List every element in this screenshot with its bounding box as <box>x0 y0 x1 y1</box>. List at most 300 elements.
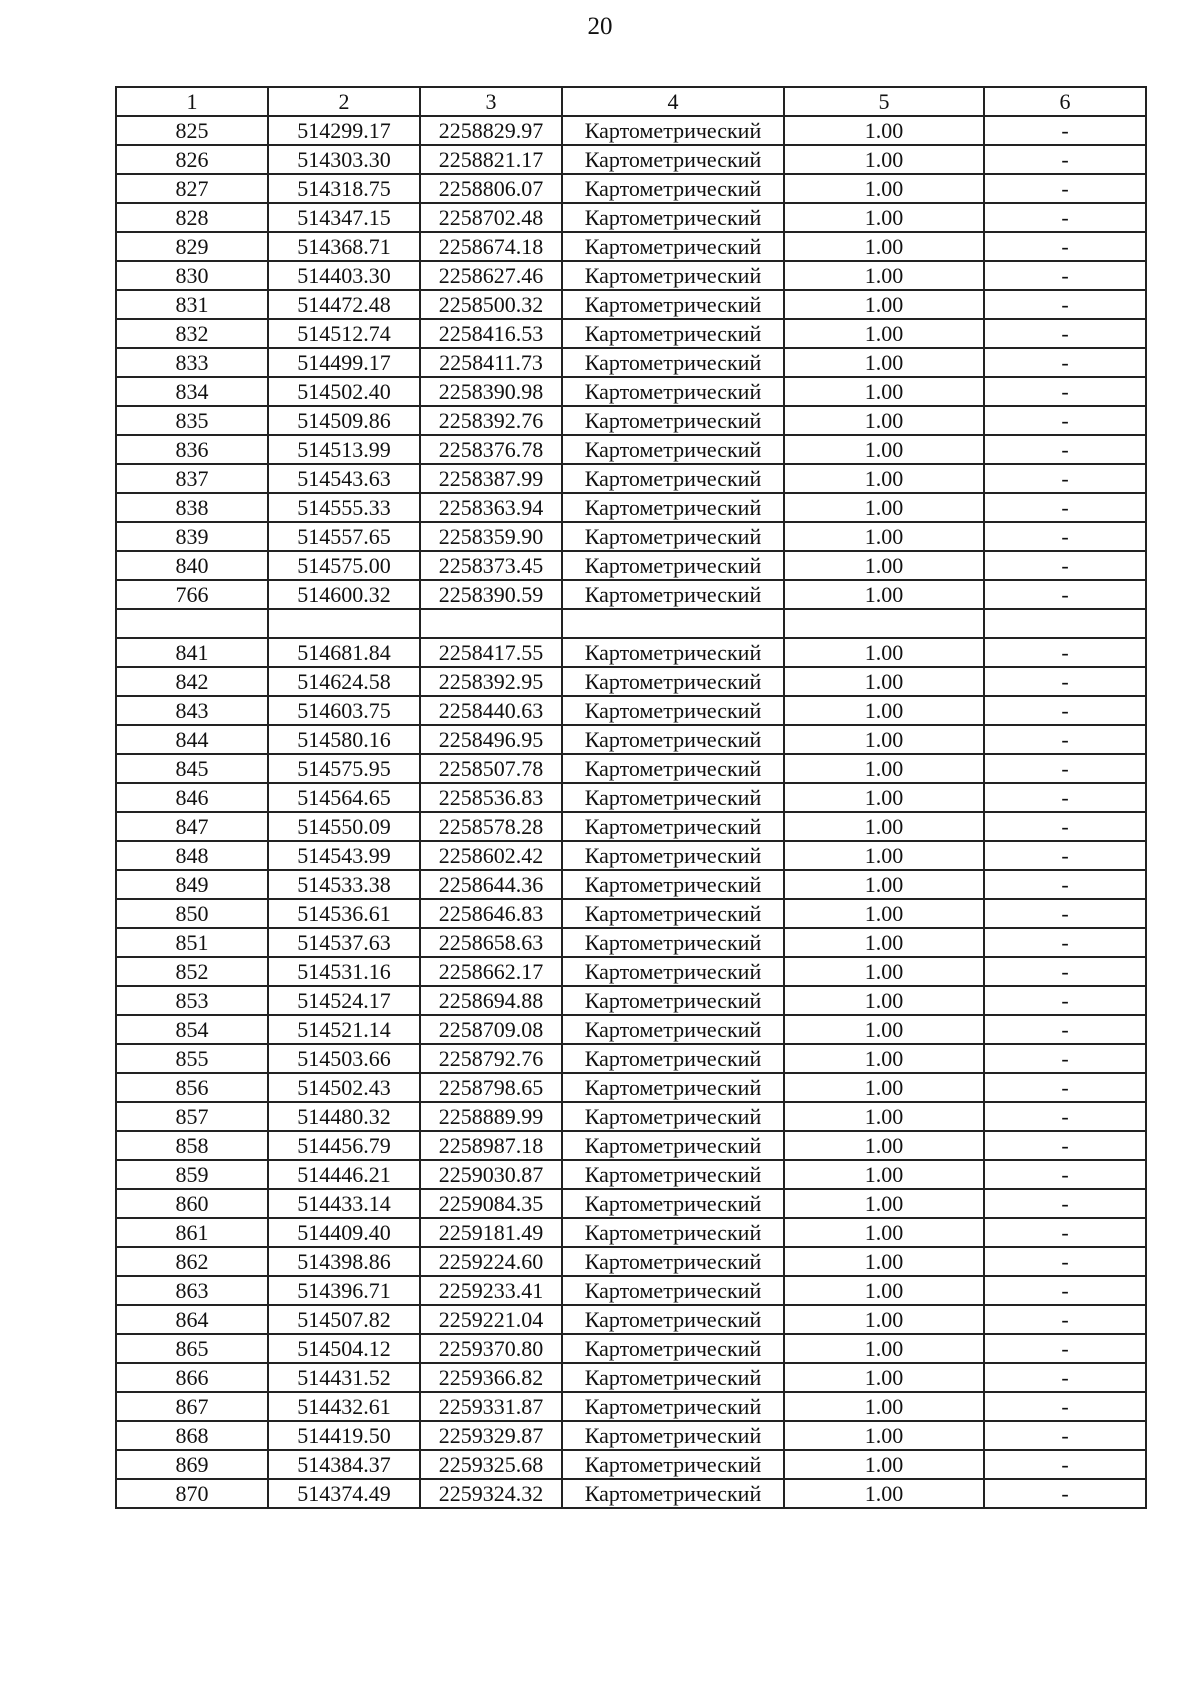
accuracy-cell: 1.00 <box>784 870 984 899</box>
accuracy-cell: 1.00 <box>784 319 984 348</box>
note-cell: - <box>984 1131 1146 1160</box>
table-header <box>116 87 1146 116</box>
accuracy-cell: 1.00 <box>784 1189 984 1218</box>
y-coordinate-cell: 2259084.35 <box>420 1189 562 1218</box>
note-cell: - <box>984 1305 1146 1334</box>
note-cell: - <box>984 1247 1146 1276</box>
accuracy-cell: 1.00 <box>784 957 984 986</box>
accuracy-cell: 1.00 <box>784 551 984 580</box>
x-coordinate-cell: 514303.30 <box>268 145 420 174</box>
accuracy-cell: 1.00 <box>784 1305 984 1334</box>
note-cell: - <box>984 783 1146 812</box>
separator-row <box>116 609 1146 638</box>
note-cell: - <box>984 812 1146 841</box>
note-cell: - <box>984 1479 1146 1508</box>
note-cell: - <box>984 667 1146 696</box>
point-number-cell: 866 <box>116 1363 268 1392</box>
y-coordinate-cell: 2258359.90 <box>420 522 562 551</box>
point-number-cell: 827 <box>116 174 268 203</box>
accuracy-cell: 1.00 <box>784 754 984 783</box>
y-coordinate-cell: 2259329.87 <box>420 1421 562 1450</box>
table-row <box>116 551 1146 580</box>
note-cell: - <box>984 754 1146 783</box>
y-coordinate-cell: 2259325.68 <box>420 1450 562 1479</box>
table-row <box>116 1189 1146 1218</box>
note-cell: - <box>984 1102 1146 1131</box>
point-number-cell: 835 <box>116 406 268 435</box>
method-cell: Картометрический <box>562 1073 784 1102</box>
point-number-cell: 843 <box>116 696 268 725</box>
y-coordinate-cell: 2258390.98 <box>420 377 562 406</box>
x-coordinate-cell: 514555.33 <box>268 493 420 522</box>
accuracy-cell: 1.00 <box>784 1044 984 1073</box>
point-number-cell: 860 <box>116 1189 268 1218</box>
x-coordinate-cell: 514624.58 <box>268 667 420 696</box>
accuracy-cell: 1.00 <box>784 1015 984 1044</box>
y-coordinate-cell: 2258792.76 <box>420 1044 562 1073</box>
method-cell: Картометрический <box>562 232 784 261</box>
table-row <box>116 348 1146 377</box>
method-cell: Картометрический <box>562 783 784 812</box>
note-cell: - <box>984 957 1146 986</box>
y-coordinate-cell: 2258376.78 <box>420 435 562 464</box>
y-coordinate-cell: 2259224.60 <box>420 1247 562 1276</box>
point-number-cell: 841 <box>116 638 268 667</box>
y-coordinate-cell: 2259181.49 <box>420 1218 562 1247</box>
point-number-cell: 867 <box>116 1392 268 1421</box>
column-header-2: 2 <box>268 87 420 116</box>
table-row <box>116 638 1146 667</box>
method-cell: Картометрический <box>562 203 784 232</box>
x-coordinate-cell: 514531.16 <box>268 957 420 986</box>
method-cell: Картометрический <box>562 406 784 435</box>
x-coordinate-cell <box>268 609 420 638</box>
method-cell: Картометрический <box>562 435 784 464</box>
table-row <box>116 667 1146 696</box>
accuracy-cell: 1.00 <box>784 667 984 696</box>
point-number-cell: 832 <box>116 319 268 348</box>
table-row <box>116 928 1146 957</box>
method-cell: Картометрический <box>562 667 784 696</box>
note-cell: - <box>984 232 1146 261</box>
method-cell: Картометрический <box>562 986 784 1015</box>
y-coordinate-cell: 2258392.95 <box>420 667 562 696</box>
table-row <box>116 870 1146 899</box>
note-cell: - <box>984 116 1146 145</box>
table-body <box>116 116 1146 1508</box>
table-row <box>116 580 1146 609</box>
note-cell: - <box>984 638 1146 667</box>
x-coordinate-cell: 514472.48 <box>268 290 420 319</box>
accuracy-cell: 1.00 <box>784 928 984 957</box>
table-row <box>116 203 1146 232</box>
method-cell: Картометрический <box>562 377 784 406</box>
method-cell: Картометрический <box>562 116 784 145</box>
table-row <box>116 1015 1146 1044</box>
table-row <box>116 261 1146 290</box>
note-cell: - <box>984 1073 1146 1102</box>
method-cell: Картометрический <box>562 1131 784 1160</box>
table-row <box>116 841 1146 870</box>
accuracy-cell: 1.00 <box>784 725 984 754</box>
note-cell: - <box>984 203 1146 232</box>
y-coordinate-cell: 2258578.28 <box>420 812 562 841</box>
accuracy-cell: 1.00 <box>784 580 984 609</box>
y-coordinate-cell: 2258798.65 <box>420 1073 562 1102</box>
point-number-cell: 766 <box>116 580 268 609</box>
point-number-cell: 859 <box>116 1160 268 1189</box>
accuracy-cell: 1.00 <box>784 1479 984 1508</box>
method-cell: Картометрический <box>562 725 784 754</box>
table-row <box>116 1334 1146 1363</box>
point-number-cell: 857 <box>116 1102 268 1131</box>
table-row <box>116 1247 1146 1276</box>
method-cell: Картометрический <box>562 1421 784 1450</box>
method-cell: Картометрический <box>562 1044 784 1073</box>
x-coordinate-cell: 514536.61 <box>268 899 420 928</box>
method-cell: Картометрический <box>562 1218 784 1247</box>
y-coordinate-cell: 2258392.76 <box>420 406 562 435</box>
column-header-6: 6 <box>984 87 1146 116</box>
method-cell: Картометрический <box>562 1479 784 1508</box>
accuracy-cell: 1.00 <box>784 290 984 319</box>
accuracy-cell: 1.00 <box>784 1102 984 1131</box>
method-cell: Картометрический <box>562 812 784 841</box>
table-row <box>116 232 1146 261</box>
accuracy-cell: 1.00 <box>784 783 984 812</box>
point-number-cell: 826 <box>116 145 268 174</box>
x-coordinate-cell: 514513.99 <box>268 435 420 464</box>
table-row <box>116 145 1146 174</box>
method-cell: Картометрический <box>562 841 784 870</box>
method-cell: Картометрический <box>562 1189 784 1218</box>
method-cell: Картометрический <box>562 348 784 377</box>
point-number-cell: 855 <box>116 1044 268 1073</box>
note-cell: - <box>984 580 1146 609</box>
note-cell: - <box>984 493 1146 522</box>
table-row <box>116 290 1146 319</box>
accuracy-cell: 1.00 <box>784 522 984 551</box>
table-row <box>116 174 1146 203</box>
y-coordinate-cell: 2258674.18 <box>420 232 562 261</box>
note-cell: - <box>984 145 1146 174</box>
note-cell: - <box>984 725 1146 754</box>
table-row <box>116 1218 1146 1247</box>
method-cell: Картометрический <box>562 1334 784 1363</box>
y-coordinate-cell: 2258417.55 <box>420 638 562 667</box>
column-header-3: 3 <box>420 87 562 116</box>
note-cell: - <box>984 1160 1146 1189</box>
method-cell: Картометрический <box>562 928 784 957</box>
y-coordinate-cell: 2258646.83 <box>420 899 562 928</box>
x-coordinate-cell: 514299.17 <box>268 116 420 145</box>
table-row <box>116 116 1146 145</box>
method-cell: Картометрический <box>562 1363 784 1392</box>
point-number-cell: 863 <box>116 1276 268 1305</box>
note-cell: - <box>984 928 1146 957</box>
y-coordinate-cell: 2258602.42 <box>420 841 562 870</box>
y-coordinate-cell: 2259331.87 <box>420 1392 562 1421</box>
x-coordinate-cell: 514502.40 <box>268 377 420 406</box>
x-coordinate-cell: 514575.95 <box>268 754 420 783</box>
method-cell: Картометрический <box>562 580 784 609</box>
note-cell: - <box>984 290 1146 319</box>
table-row <box>116 696 1146 725</box>
accuracy-cell: 1.00 <box>784 1160 984 1189</box>
method-cell: Картометрический <box>562 1102 784 1131</box>
y-coordinate-cell: 2259221.04 <box>420 1305 562 1334</box>
accuracy-cell: 1.00 <box>784 1363 984 1392</box>
table-row <box>116 986 1146 1015</box>
method-cell: Картометрический <box>562 638 784 667</box>
method-cell: Картометрический <box>562 899 784 928</box>
accuracy-cell: 1.00 <box>784 145 984 174</box>
y-coordinate-cell: 2259030.87 <box>420 1160 562 1189</box>
note-cell: - <box>984 696 1146 725</box>
x-coordinate-cell: 514564.65 <box>268 783 420 812</box>
accuracy-cell: 1.00 <box>784 174 984 203</box>
note-cell: - <box>984 435 1146 464</box>
accuracy-cell: 1.00 <box>784 377 984 406</box>
point-number-cell: 846 <box>116 783 268 812</box>
coordinates-table <box>115 86 1147 1509</box>
method-cell: Картометрический <box>562 319 784 348</box>
note-cell: - <box>984 1363 1146 1392</box>
table-row <box>116 1305 1146 1334</box>
point-number-cell: 836 <box>116 435 268 464</box>
x-coordinate-cell: 514384.37 <box>268 1450 420 1479</box>
note-cell: - <box>984 899 1146 928</box>
point-number-cell: 839 <box>116 522 268 551</box>
table-row <box>116 957 1146 986</box>
point-number-cell: 828 <box>116 203 268 232</box>
x-coordinate-cell: 514512.74 <box>268 319 420 348</box>
accuracy-cell: 1.00 <box>784 638 984 667</box>
y-coordinate-cell: 2258363.94 <box>420 493 562 522</box>
accuracy-cell: 1.00 <box>784 1218 984 1247</box>
y-coordinate-cell: 2258507.78 <box>420 754 562 783</box>
x-coordinate-cell: 514318.75 <box>268 174 420 203</box>
y-coordinate-cell: 2258662.17 <box>420 957 562 986</box>
accuracy-cell <box>784 609 984 638</box>
method-cell: Картометрический <box>562 1276 784 1305</box>
x-coordinate-cell: 514543.63 <box>268 464 420 493</box>
y-coordinate-cell: 2258390.59 <box>420 580 562 609</box>
accuracy-cell: 1.00 <box>784 1276 984 1305</box>
table-row <box>116 1450 1146 1479</box>
y-coordinate-cell: 2258411.73 <box>420 348 562 377</box>
x-coordinate-cell: 514398.86 <box>268 1247 420 1276</box>
note-cell: - <box>984 1334 1146 1363</box>
method-cell: Картометрический <box>562 174 784 203</box>
table-row <box>116 493 1146 522</box>
x-coordinate-cell: 514396.71 <box>268 1276 420 1305</box>
accuracy-cell: 1.00 <box>784 232 984 261</box>
point-number-cell: 838 <box>116 493 268 522</box>
y-coordinate-cell: 2258806.07 <box>420 174 562 203</box>
y-coordinate-cell: 2258500.32 <box>420 290 562 319</box>
x-coordinate-cell: 514543.99 <box>268 841 420 870</box>
point-number-cell: 868 <box>116 1421 268 1450</box>
method-cell: Картометрический <box>562 261 784 290</box>
method-cell: Картометрический <box>562 1160 784 1189</box>
y-coordinate-cell: 2259324.32 <box>420 1479 562 1508</box>
method-cell: Картометрический <box>562 145 784 174</box>
note-cell: - <box>984 1015 1146 1044</box>
x-coordinate-cell: 514509.86 <box>268 406 420 435</box>
point-number-cell: 854 <box>116 1015 268 1044</box>
table-row <box>116 1044 1146 1073</box>
point-number-cell: 834 <box>116 377 268 406</box>
x-coordinate-cell: 514431.52 <box>268 1363 420 1392</box>
note-cell: - <box>984 319 1146 348</box>
x-coordinate-cell: 514409.40 <box>268 1218 420 1247</box>
table-row <box>116 522 1146 551</box>
note-cell: - <box>984 174 1146 203</box>
table-row <box>116 377 1146 406</box>
table-row <box>116 754 1146 783</box>
point-number-cell: 837 <box>116 464 268 493</box>
point-number-cell: 850 <box>116 899 268 928</box>
accuracy-cell: 1.00 <box>784 696 984 725</box>
table-row <box>116 464 1146 493</box>
y-coordinate-cell: 2259366.82 <box>420 1363 562 1392</box>
note-cell: - <box>984 464 1146 493</box>
x-coordinate-cell: 514575.00 <box>268 551 420 580</box>
x-coordinate-cell: 514524.17 <box>268 986 420 1015</box>
x-coordinate-cell: 514456.79 <box>268 1131 420 1160</box>
point-number-cell: 858 <box>116 1131 268 1160</box>
point-number-cell: 851 <box>116 928 268 957</box>
x-coordinate-cell: 514446.21 <box>268 1160 420 1189</box>
table-row <box>116 1160 1146 1189</box>
point-number-cell: 844 <box>116 725 268 754</box>
x-coordinate-cell: 514374.49 <box>268 1479 420 1508</box>
table-row <box>116 899 1146 928</box>
accuracy-cell: 1.00 <box>784 435 984 464</box>
note-cell: - <box>984 841 1146 870</box>
point-number-cell: 869 <box>116 1450 268 1479</box>
method-cell: Картометрический <box>562 522 784 551</box>
y-coordinate-cell: 2259233.41 <box>420 1276 562 1305</box>
y-coordinate-cell: 2258627.46 <box>420 261 562 290</box>
method-cell: Картометрический <box>562 1450 784 1479</box>
accuracy-cell: 1.00 <box>784 116 984 145</box>
point-number-cell: 825 <box>116 116 268 145</box>
y-coordinate-cell: 2258496.95 <box>420 725 562 754</box>
method-cell: Картометрический <box>562 1392 784 1421</box>
note-cell: - <box>984 551 1146 580</box>
point-number-cell: 833 <box>116 348 268 377</box>
x-coordinate-cell: 514557.65 <box>268 522 420 551</box>
table-row <box>116 1073 1146 1102</box>
note-cell: - <box>984 1392 1146 1421</box>
point-number-cell: 847 <box>116 812 268 841</box>
x-coordinate-cell: 514533.38 <box>268 870 420 899</box>
method-cell: Картометрический <box>562 957 784 986</box>
x-coordinate-cell: 514502.43 <box>268 1073 420 1102</box>
y-coordinate-cell: 2258709.08 <box>420 1015 562 1044</box>
y-coordinate-cell: 2258416.53 <box>420 319 562 348</box>
table-row <box>116 1392 1146 1421</box>
accuracy-cell: 1.00 <box>784 464 984 493</box>
point-number-cell: 830 <box>116 261 268 290</box>
y-coordinate-cell: 2258440.63 <box>420 696 562 725</box>
y-coordinate-cell: 2258658.63 <box>420 928 562 957</box>
note-cell: - <box>984 522 1146 551</box>
point-number-cell: 870 <box>116 1479 268 1508</box>
y-coordinate-cell: 2258536.83 <box>420 783 562 812</box>
point-number-cell: 840 <box>116 551 268 580</box>
x-coordinate-cell: 514603.75 <box>268 696 420 725</box>
accuracy-cell: 1.00 <box>784 1131 984 1160</box>
x-coordinate-cell: 514600.32 <box>268 580 420 609</box>
point-number-cell: 861 <box>116 1218 268 1247</box>
point-number-cell: 831 <box>116 290 268 319</box>
table-row <box>116 1131 1146 1160</box>
x-coordinate-cell: 514550.09 <box>268 812 420 841</box>
table-row <box>116 783 1146 812</box>
note-cell: - <box>984 348 1146 377</box>
column-header-4: 4 <box>562 87 784 116</box>
point-number-cell: 849 <box>116 870 268 899</box>
accuracy-cell: 1.00 <box>784 1450 984 1479</box>
note-cell: - <box>984 870 1146 899</box>
point-number-cell: 842 <box>116 667 268 696</box>
accuracy-cell: 1.00 <box>784 348 984 377</box>
x-coordinate-cell: 514368.71 <box>268 232 420 261</box>
note-cell: - <box>984 1450 1146 1479</box>
accuracy-cell: 1.00 <box>784 203 984 232</box>
y-coordinate-cell: 2258702.48 <box>420 203 562 232</box>
point-number-cell <box>116 609 268 638</box>
accuracy-cell: 1.00 <box>784 812 984 841</box>
point-number-cell: 864 <box>116 1305 268 1334</box>
note-cell <box>984 609 1146 638</box>
method-cell: Картометрический <box>562 754 784 783</box>
accuracy-cell: 1.00 <box>784 841 984 870</box>
method-cell: Картометрический <box>562 551 784 580</box>
method-cell: Картометрический <box>562 493 784 522</box>
accuracy-cell: 1.00 <box>784 899 984 928</box>
method-cell: Картометрический <box>562 290 784 319</box>
point-number-cell: 862 <box>116 1247 268 1276</box>
y-coordinate-cell: 2258829.97 <box>420 116 562 145</box>
method-cell: Картометрический <box>562 1305 784 1334</box>
x-coordinate-cell: 514347.15 <box>268 203 420 232</box>
method-cell: Картометрический <box>562 464 784 493</box>
accuracy-cell: 1.00 <box>784 1421 984 1450</box>
y-coordinate-cell: 2258387.99 <box>420 464 562 493</box>
point-number-cell: 848 <box>116 841 268 870</box>
y-coordinate-cell: 2258373.45 <box>420 551 562 580</box>
x-coordinate-cell: 514521.14 <box>268 1015 420 1044</box>
x-coordinate-cell: 514419.50 <box>268 1421 420 1450</box>
x-coordinate-cell: 514432.61 <box>268 1392 420 1421</box>
method-cell: Картометрический <box>562 870 784 899</box>
method-cell: Картометрический <box>562 696 784 725</box>
x-coordinate-cell: 514681.84 <box>268 638 420 667</box>
x-coordinate-cell: 514504.12 <box>268 1334 420 1363</box>
table-row <box>116 1479 1146 1508</box>
table-row <box>116 1276 1146 1305</box>
y-coordinate-cell: 2258644.36 <box>420 870 562 899</box>
point-number-cell: 845 <box>116 754 268 783</box>
accuracy-cell: 1.00 <box>784 261 984 290</box>
x-coordinate-cell: 514503.66 <box>268 1044 420 1073</box>
table-row <box>116 406 1146 435</box>
accuracy-cell: 1.00 <box>784 493 984 522</box>
